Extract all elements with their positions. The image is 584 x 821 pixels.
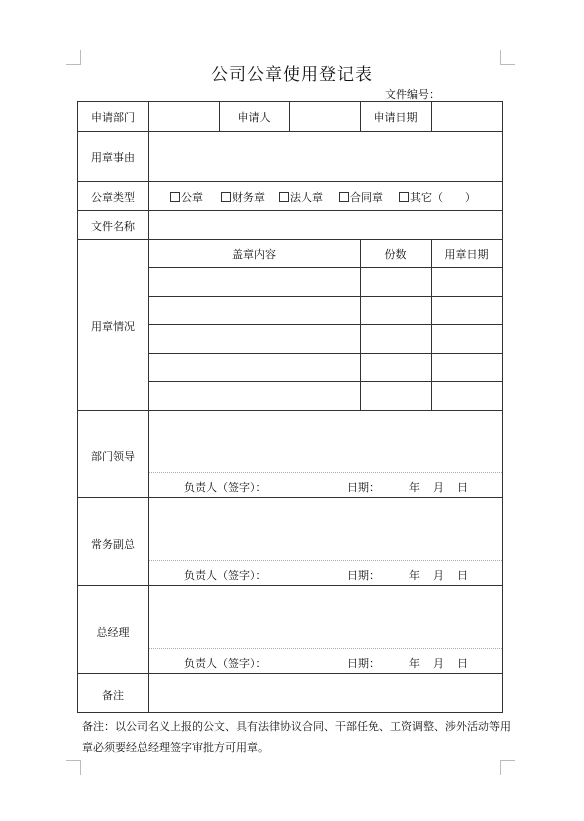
- general-manager-date-label: 日期：: [347, 657, 380, 670]
- applicant-label: 申请人: [237, 111, 271, 124]
- file-name-field[interactable]: [149, 211, 501, 238]
- month-label: 月: [433, 569, 444, 582]
- executive-vp-label: 常务副总: [91, 538, 135, 551]
- seal-type-option-finance[interactable]: 财务章: [221, 189, 265, 205]
- document-number-label[interactable]: 文件编号：: [385, 88, 440, 101]
- seal-type-option-contract[interactable]: 合同章: [339, 189, 383, 205]
- registration-form: [77, 101, 503, 713]
- page-corner-mark: [500, 760, 515, 775]
- page-corner-mark: [66, 760, 81, 775]
- seal-type-label: 公章类型: [91, 191, 135, 204]
- day-label: 日: [457, 481, 468, 494]
- usage-date-header: 用章日期: [444, 248, 489, 261]
- general-manager-label: 总经理: [96, 626, 130, 639]
- seal-reason-field[interactable]: [149, 132, 501, 180]
- department-leader-signature[interactable]: 负责人（签字）：: [184, 481, 267, 494]
- year-label: 年: [409, 569, 420, 582]
- day-label: 日: [457, 657, 468, 670]
- form-title: 公司公章使用登记表: [211, 65, 373, 85]
- year-label: 年: [409, 657, 420, 670]
- general-manager-signature[interactable]: 负责人（签字）：: [184, 657, 267, 670]
- executive-vp-date-label: 日期：: [347, 569, 380, 582]
- month-label: 月: [433, 657, 444, 670]
- footnote: 备注：以公司名义上报的公文、具有法律协议合同、干部任免、工资调整、涉外活动等用章必须要经总经理签字审批方可用章。: [82, 720, 511, 754]
- seal-usage-entries[interactable]: [149, 268, 501, 409]
- application-date-field[interactable]: [432, 103, 501, 130]
- seal-content-header: 盖章内容: [232, 248, 276, 261]
- application-date-label: 申请日期: [373, 111, 418, 124]
- seal-type-option-other[interactable]: 其它（ ）: [399, 189, 476, 205]
- applicant-field[interactable]: [290, 103, 359, 130]
- executive-vp-signature[interactable]: 负责人（签字）：: [184, 569, 267, 582]
- applicant-department-label: 申请部门: [91, 111, 135, 124]
- checkbox-icon[interactable]: [279, 192, 289, 202]
- remark-label: 备注: [102, 689, 124, 702]
- checkbox-icon[interactable]: [221, 192, 231, 202]
- year-label: 年: [409, 481, 420, 494]
- seal-reason-label: 用章事由: [91, 151, 135, 164]
- seal-usage-label: 用章情况: [91, 320, 135, 333]
- seal-type-option-official[interactable]: 公章: [170, 189, 203, 205]
- department-leader-label: 部门领导: [91, 450, 135, 463]
- applicant-department-field[interactable]: [149, 103, 218, 130]
- general-manager-opinion-field[interactable]: [149, 586, 501, 647]
- executive-vp-opinion-field[interactable]: [149, 498, 501, 559]
- seal-type-option-legal[interactable]: 法人章: [279, 189, 323, 205]
- file-name-label: 文件名称: [91, 220, 135, 233]
- remark-field[interactable]: [149, 674, 501, 711]
- copies-header: 份数: [384, 248, 407, 261]
- checkbox-icon[interactable]: [170, 192, 180, 202]
- day-label: 日: [457, 569, 468, 582]
- department-leader-opinion-field[interactable]: [149, 411, 501, 471]
- month-label: 月: [433, 481, 444, 494]
- department-leader-date-label: 日期：: [347, 481, 380, 494]
- checkbox-icon[interactable]: [399, 192, 409, 202]
- checkbox-icon[interactable]: [339, 192, 349, 202]
